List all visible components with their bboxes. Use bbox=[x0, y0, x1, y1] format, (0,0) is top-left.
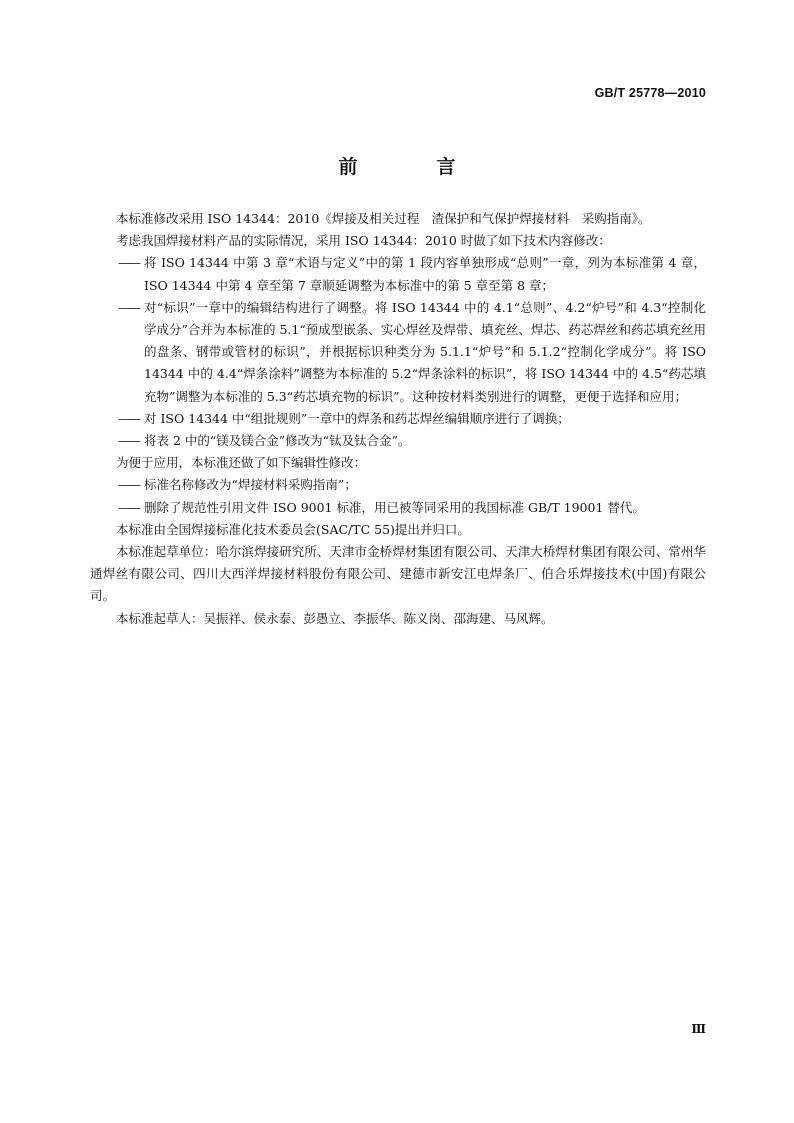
page-title: 前 言 bbox=[338, 156, 486, 178]
list-item-change-3 bbox=[90, 408, 706, 430]
dash-marker: —— bbox=[118, 410, 139, 426]
list-item-text: 对 ISO 14344 中“组批规则”一章中的焊条和药芯焊丝编辑顺序进行了调换； bbox=[144, 410, 570, 426]
list-item-change-2 bbox=[90, 297, 706, 408]
page-number: Ⅲ bbox=[691, 1022, 706, 1036]
list-item-editorial-1 bbox=[90, 474, 706, 496]
foreword-body bbox=[90, 208, 706, 630]
paragraph-drafting-units: 本标准起草单位：哈尔滨焊接研究所、天津市金桥焊材集团有限公司、天津大桥焊材集团有限公司、常州华通焊丝有限公司、四川大西洋焊接材料股份有限公司、建德市新安江电焊条厂、伯合乐焊接技术(中国)有限公司。 bbox=[90, 544, 706, 604]
paragraph-proposer: 本标准由全国焊接标准化技术委员会(SAC/TC 55)提出并归口。 bbox=[116, 521, 470, 537]
standard-code: GB/T 25778—2010 bbox=[594, 86, 706, 100]
dash-marker: —— bbox=[118, 299, 139, 315]
list-item-text: 对“标识”一章中的编辑结构进行了调整。将 ISO 14344 中的 4.1“总则”、4.2“炉号”和 4.3“控制化学成分”合并为本标准的 5.1“预成型嵌条、实心焊丝及焊带、填充丝、焊芯、药芯焊丝和药芯填充丝用的盘条、钢带或管材的标识”，并根据标识种类分为 5.1.1“炉号”和 5.1.2“控制化学成分”。将 ISO 14344 中的 4.4“焊条涂料”调整为本标准的 5.2“焊条涂料的标识”，将 ISO 14344 中的 4.5“药芯填充物”调整为本标准的 5.3“药芯填充物的标识”。这种按材料类别进行的调整，更便于选择和应用； bbox=[144, 299, 706, 404]
list-item-text: 将 ISO 14344 中第 3 章“术语与定义”中的第 1 段内容单独形成“总则”一章，列为本标准第 4 章，ISO 14344 中第 4 章至第 7 章顺延调整为本标准中的第 5 章至第 8 章； bbox=[144, 255, 706, 293]
list-item-text: 删除了规范性引用文件 ISO 9001 标准，用已被等同采用的我国标准 GB/T 19001 替代。 bbox=[144, 499, 645, 515]
list-item-change-4 bbox=[90, 430, 706, 452]
list-item-editorial-2 bbox=[90, 497, 706, 519]
paragraph-adoption: 本标准修改采用 ISO 14344：2010《焊接及相关过程 渣保护和气保护焊接材料 采购指南》。 bbox=[116, 211, 651, 226]
dash-marker: —— bbox=[118, 433, 139, 449]
dash-marker: —— bbox=[118, 255, 139, 271]
paragraph-drafters: 本标准起草人：吴振祥、侯永泰、彭愚立、李振华、陈义岗、邵海建、马风辉。 bbox=[116, 610, 554, 626]
list-item-text: 将表 2 中的“镁及镁合金”修改为“钛及钛合金”。 bbox=[144, 433, 411, 449]
paragraph-technical-changes-intro: 考虑我国焊接材料产品的实际情况，采用 ISO 14344：2010 时做了如下技术内容修改： bbox=[116, 233, 611, 249]
list-item-text: 标准名称修改为“焊接材料采购指南”； bbox=[144, 477, 357, 493]
dash-marker: —— bbox=[118, 499, 139, 515]
list-item-change-1 bbox=[90, 252, 706, 296]
dash-marker: —— bbox=[118, 477, 139, 493]
paragraph-editorial-changes-intro: 为便于应用，本标准还做了如下编辑性修改： bbox=[116, 455, 367, 471]
